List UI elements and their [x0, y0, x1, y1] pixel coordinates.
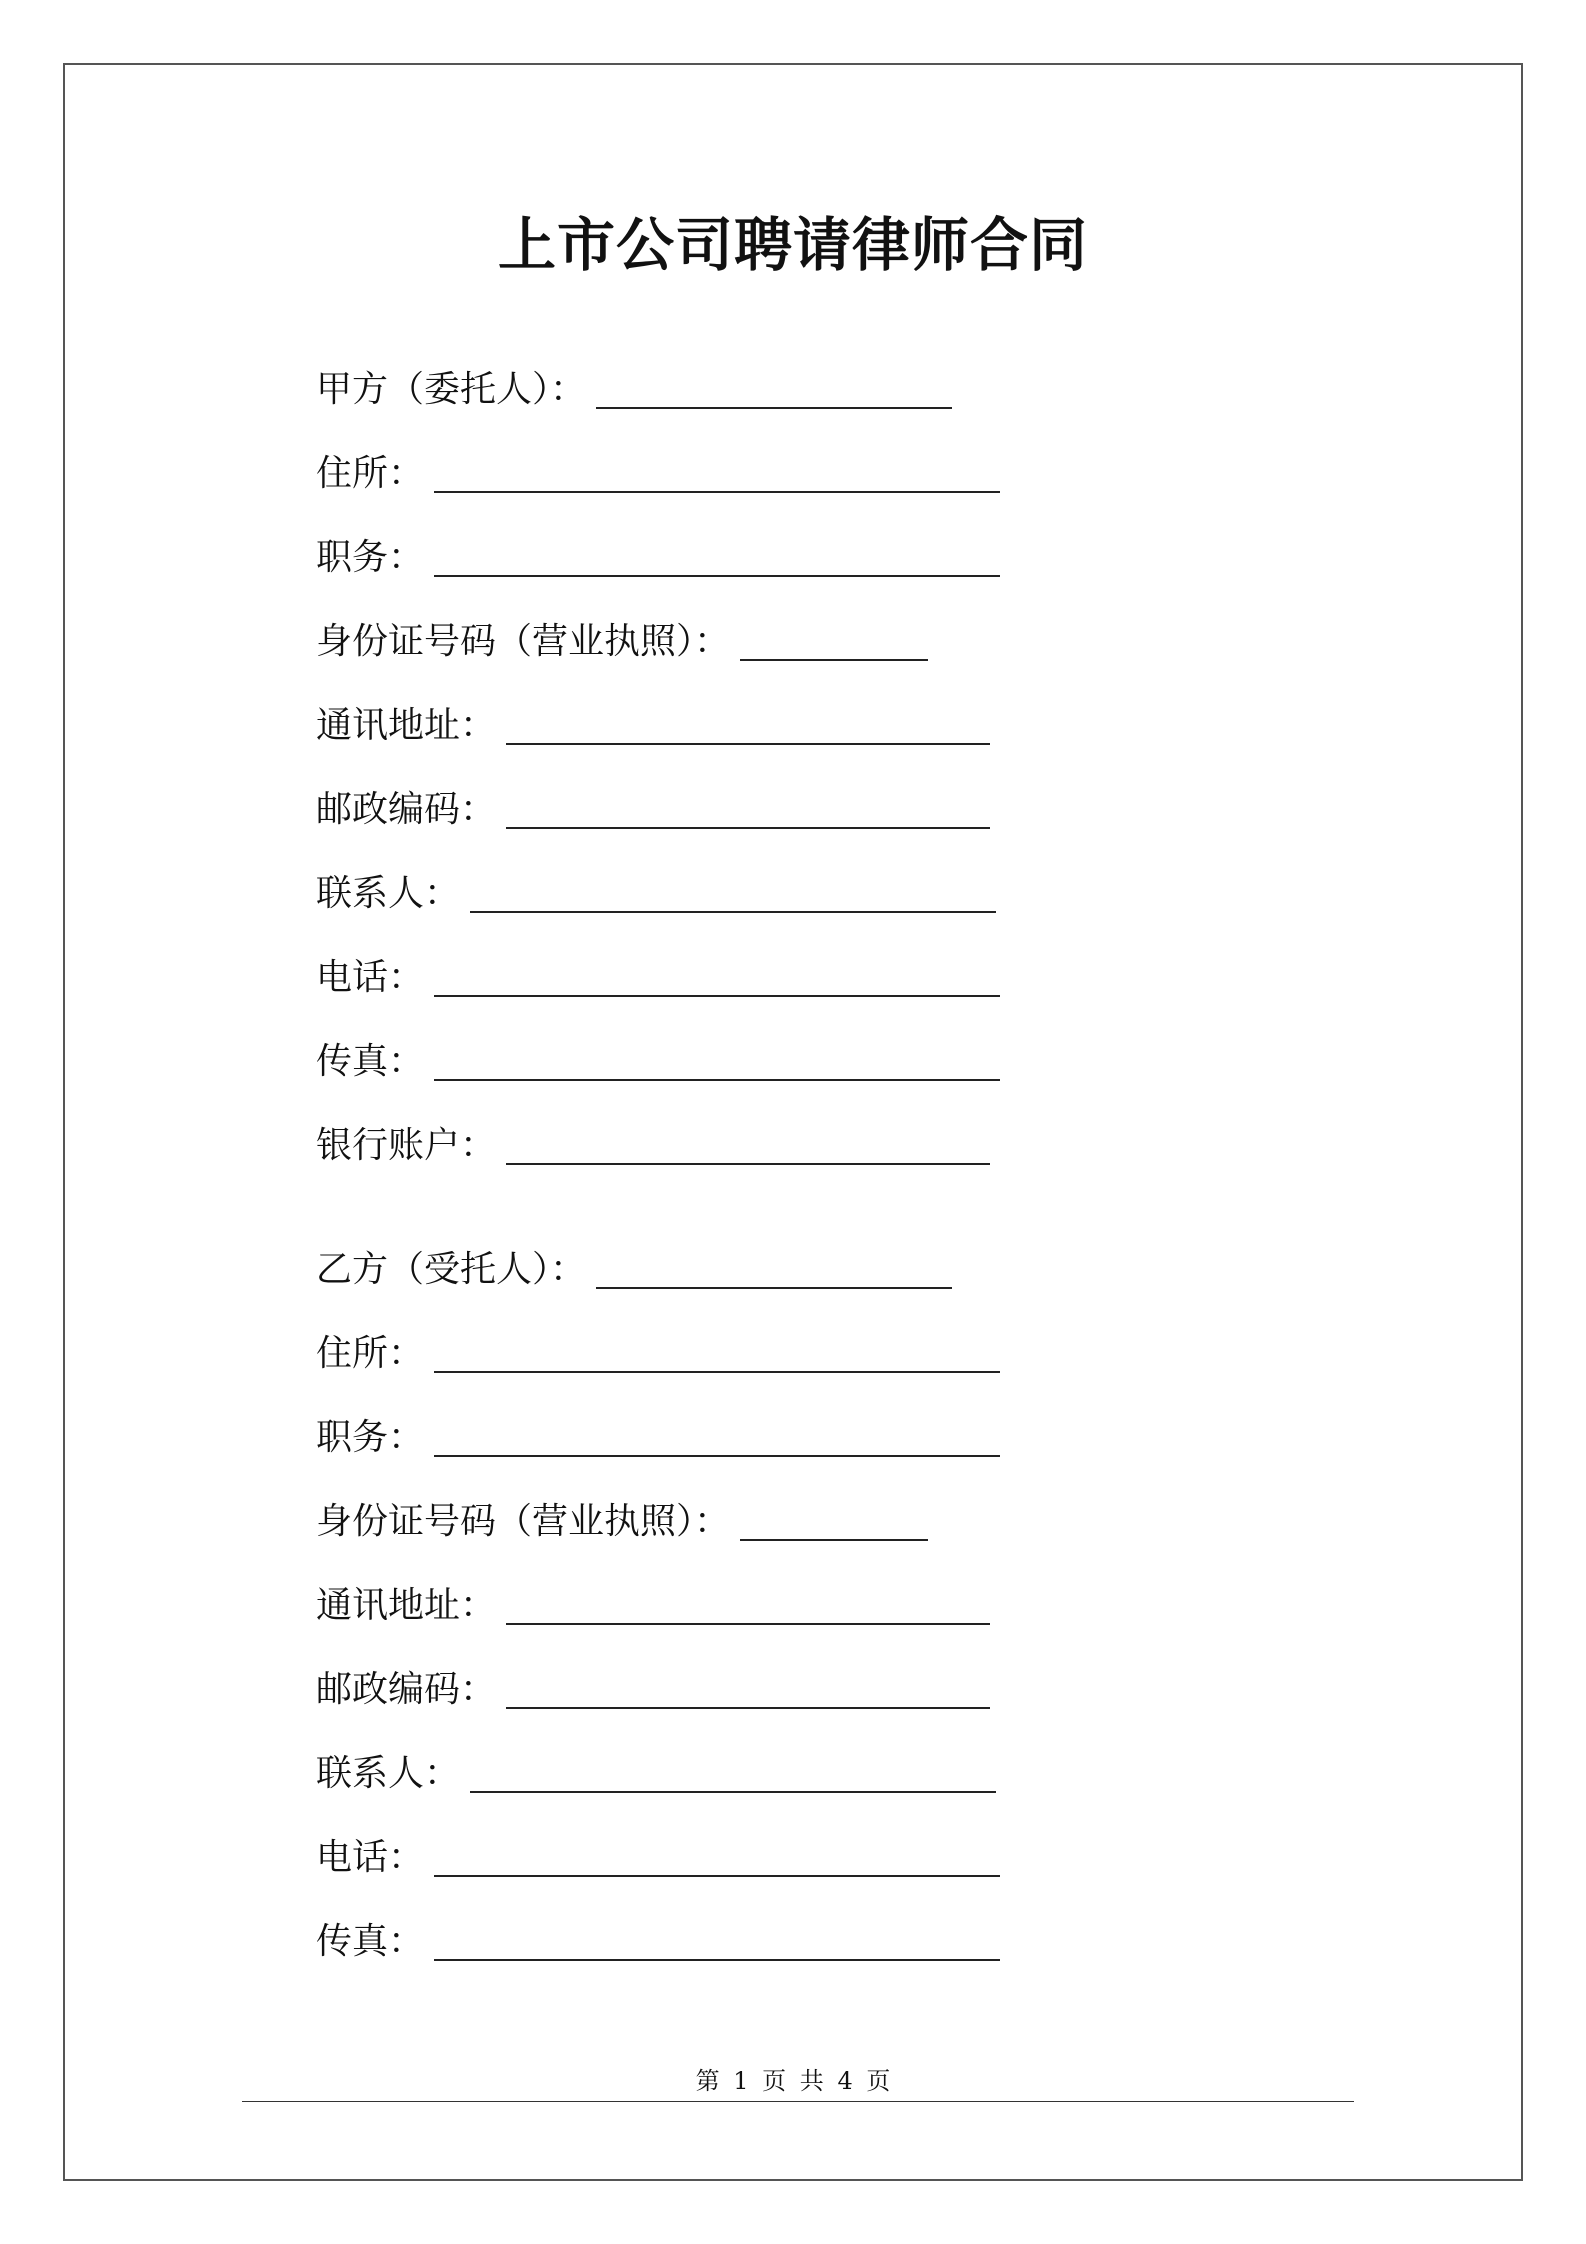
- party-a-fax-field: [316, 1034, 1000, 1118]
- party-b-mailing-address-field: [316, 1578, 1000, 1662]
- field-label: 职务：: [316, 1417, 425, 1458]
- party-b-address-blank[interactable]: [434, 1329, 1000, 1373]
- field-label: 联系人：: [316, 1753, 461, 1794]
- party-a-name-blank[interactable]: [596, 365, 952, 409]
- party-a-mailing-address-field: [316, 698, 1000, 782]
- party-b-heading: 乙方（受托人）：: [316, 1249, 587, 1290]
- document-title: 上市公司聘请律师合同: [497, 211, 1088, 279]
- party-a-bank-account-field: [316, 1118, 1000, 1202]
- party-a-id-blank[interactable]: [740, 617, 928, 661]
- party-b-id-blank[interactable]: [740, 1497, 928, 1541]
- party-a-contact-field: [316, 866, 1000, 950]
- party-a-heading: 甲方（委托人）：: [316, 369, 587, 410]
- party-a-mailing-address-blank[interactable]: [506, 701, 990, 745]
- party-a-postal-code-field: [316, 782, 1000, 866]
- field-label: 银行账户：: [316, 1125, 497, 1166]
- field-label: 身份证号码（营业执照）：: [316, 1501, 731, 1542]
- party-b-mailing-address-blank[interactable]: [506, 1581, 990, 1625]
- party-a-address-blank[interactable]: [434, 449, 1000, 493]
- field-label: 通讯地址：: [316, 705, 497, 746]
- party-a-bank-account-blank[interactable]: [506, 1121, 990, 1165]
- field-label: 联系人：: [316, 873, 461, 914]
- party-a-id-field: [316, 614, 1000, 698]
- party-b-name-blank[interactable]: [596, 1245, 952, 1289]
- party-b-address-field: [316, 1326, 1000, 1410]
- field-label: 身份证号码（营业执照）：: [316, 621, 731, 662]
- party-b-heading-field: [316, 1242, 1000, 1326]
- party-b-postal-code-blank[interactable]: [506, 1665, 990, 1709]
- party-a-position-field: [316, 530, 1000, 614]
- party-b-phone-blank[interactable]: [434, 1833, 1000, 1877]
- field-label: 职务：: [316, 537, 425, 578]
- party-b-contact-blank[interactable]: [470, 1749, 996, 1793]
- field-label: 传真：: [316, 1921, 425, 1962]
- field-label: 邮政编码：: [316, 789, 497, 830]
- party-b-fax-blank[interactable]: [434, 1917, 1000, 1961]
- party-a-section: [316, 362, 1000, 1202]
- party-a-heading-field: [316, 362, 1000, 446]
- party-b-id-field: [316, 1494, 1000, 1578]
- party-b-fax-field: [316, 1914, 1000, 1998]
- party-b-section: [316, 1242, 1000, 1998]
- party-a-postal-code-blank[interactable]: [506, 785, 990, 829]
- field-label: 通讯地址：: [316, 1585, 497, 1626]
- party-a-address-field: [316, 446, 1000, 530]
- party-b-position-field: [316, 1410, 1000, 1494]
- party-b-postal-code-field: [316, 1662, 1000, 1746]
- party-a-position-blank[interactable]: [434, 533, 1000, 577]
- field-label: 传真：: [316, 1041, 425, 1082]
- party-a-contact-blank[interactable]: [470, 869, 996, 913]
- party-a-phone-field: [316, 950, 1000, 1034]
- field-label: 电话：: [316, 957, 425, 998]
- party-a-phone-blank[interactable]: [434, 953, 1000, 997]
- party-a-fax-blank[interactable]: [434, 1037, 1000, 1081]
- field-label: 住所：: [316, 453, 425, 494]
- party-b-position-blank[interactable]: [434, 1413, 1000, 1457]
- field-label: 邮政编码：: [316, 1669, 497, 1710]
- page-number: 第 1 页 共 4 页: [695, 2067, 891, 2095]
- party-b-contact-field: [316, 1746, 1000, 1830]
- field-label: 电话：: [316, 1837, 425, 1878]
- party-b-phone-field: [316, 1830, 1000, 1914]
- field-label: 住所：: [316, 1333, 425, 1374]
- footer-divider: [242, 2101, 1354, 2102]
